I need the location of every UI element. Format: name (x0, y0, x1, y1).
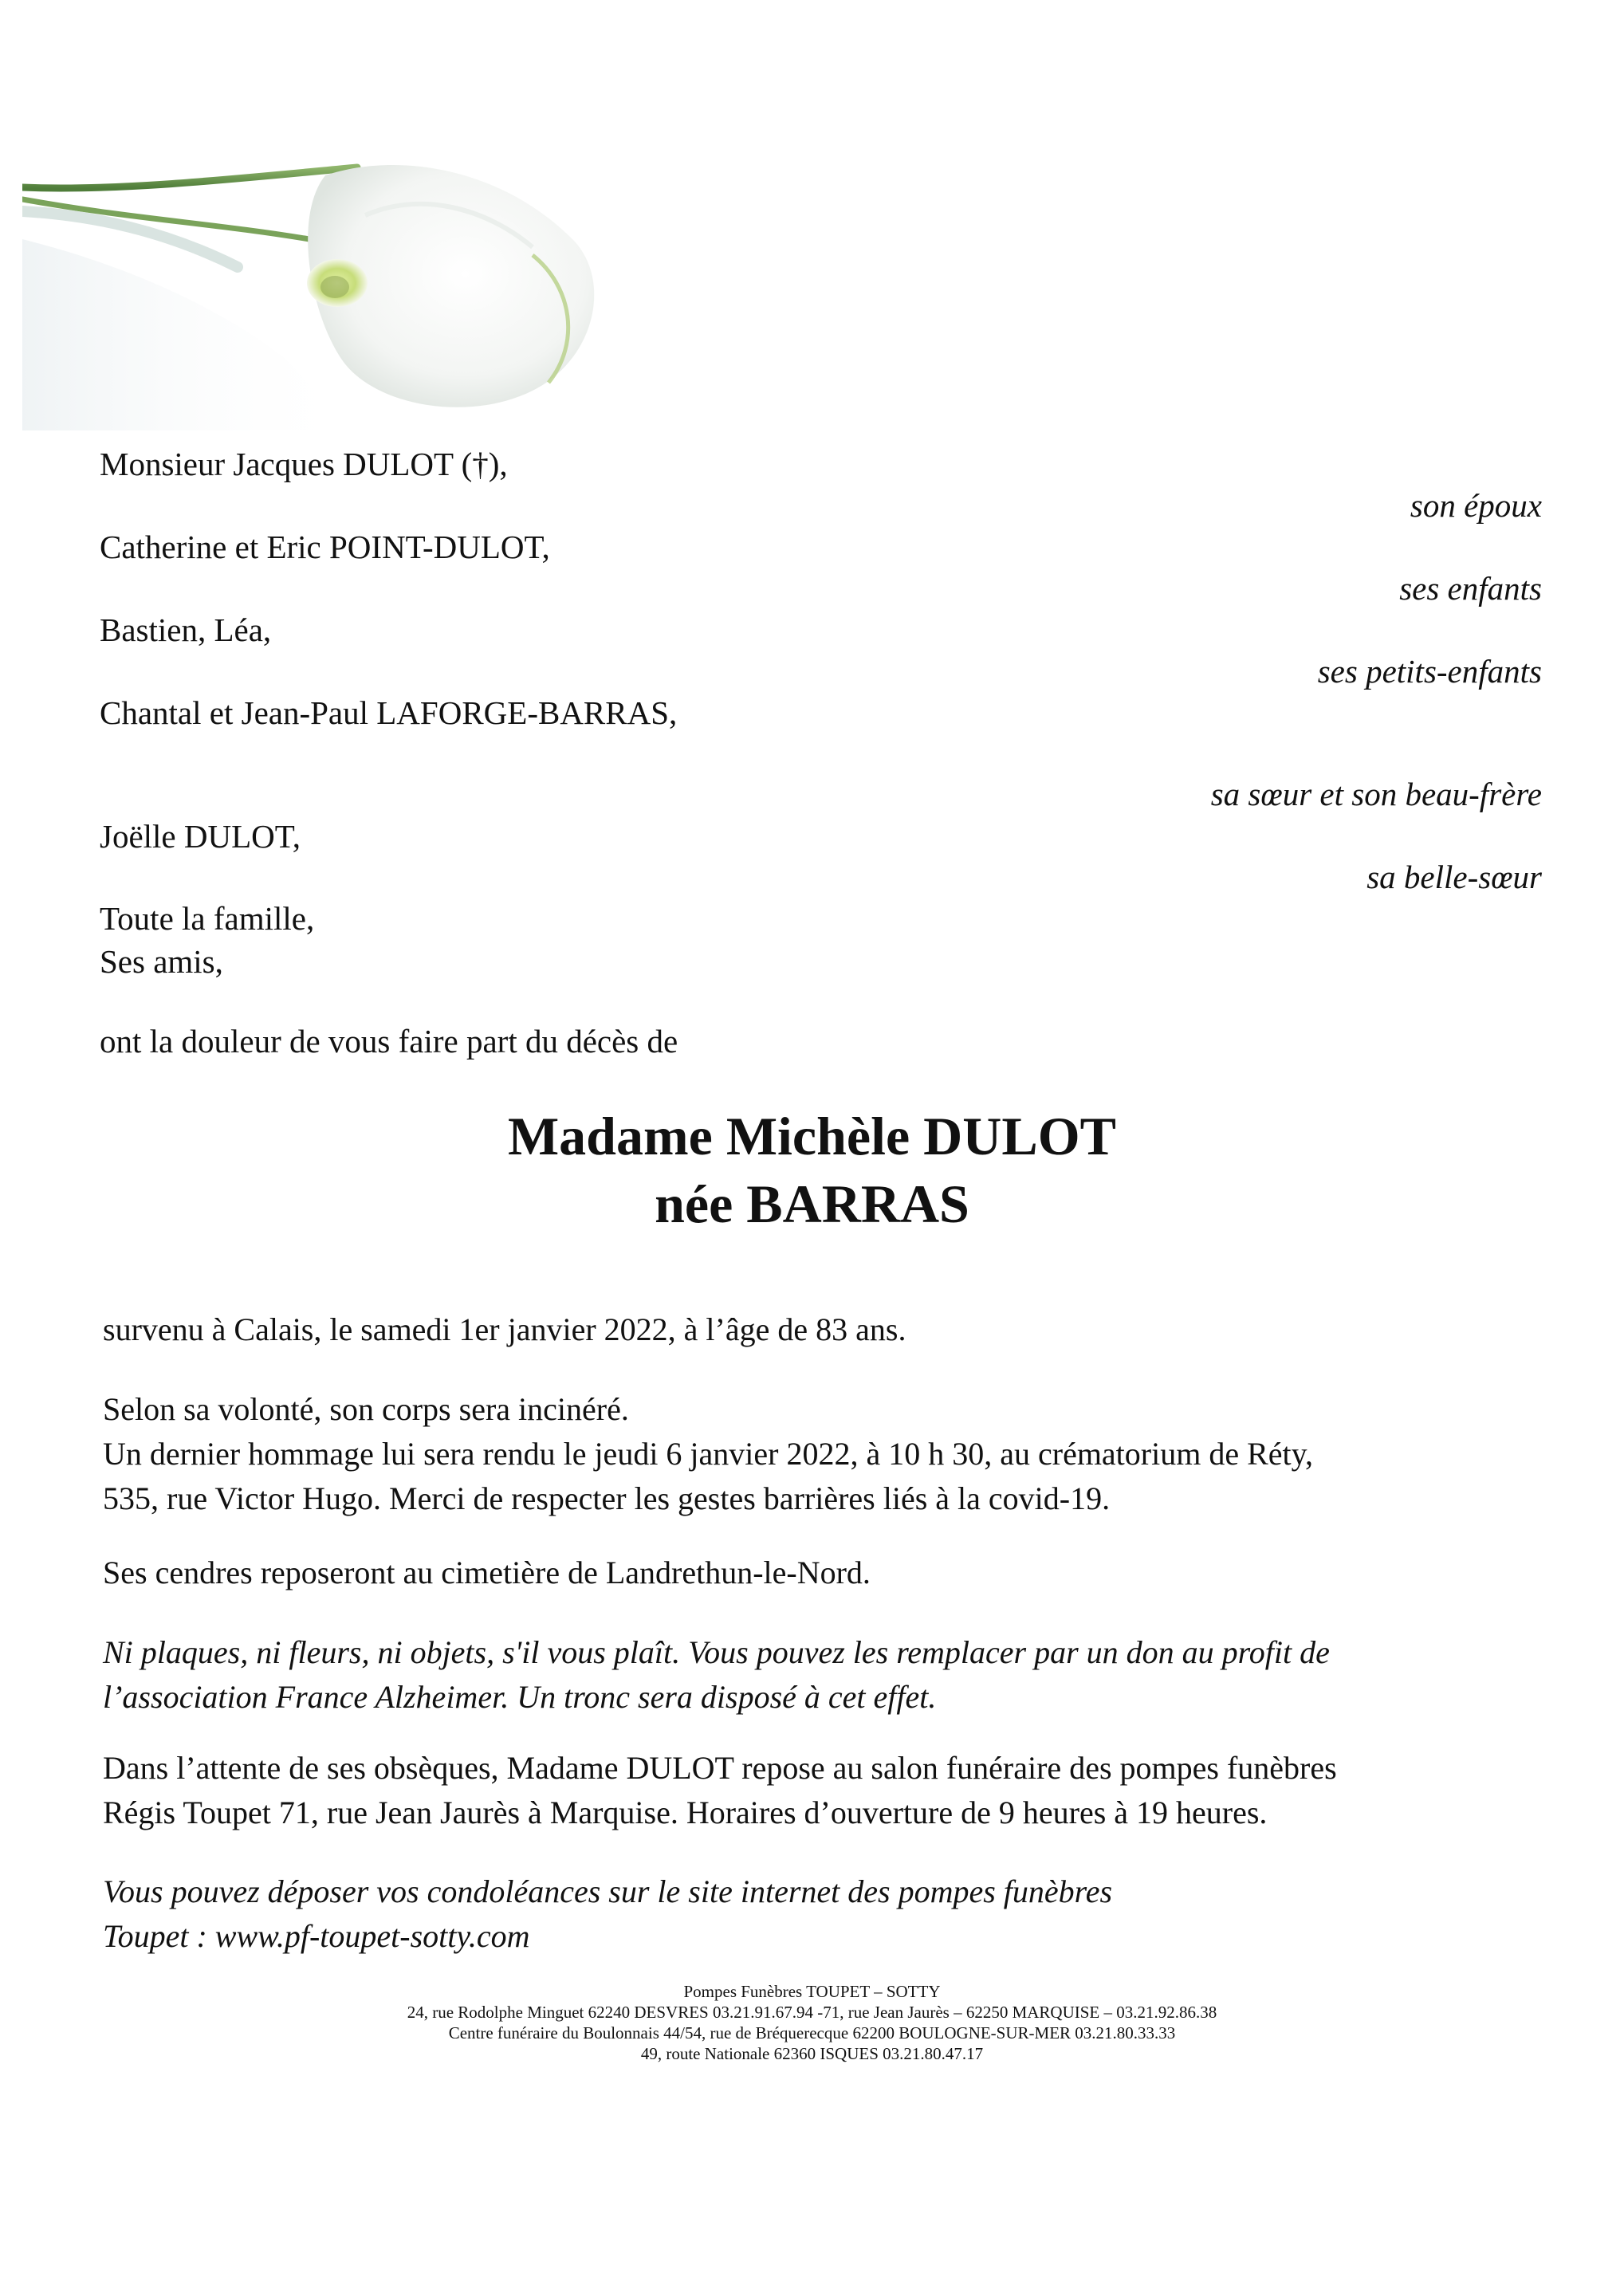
family-line-sister: Chantal et Jean-Paul LAFORGE-BARRAS, (100, 694, 678, 731)
ashes-paragraph (103, 1551, 871, 1595)
footer-company: Pompes Funèbres TOUPET – SOTTY (683, 1982, 941, 2001)
footer-address-line: 24, rue Rodolphe Minguet 62240 DESVRES 03.21.91.67.94 -71, rue Jean Jaurès – 62250 MARQUISE – 03.21.92.86.38 (407, 2003, 1217, 2022)
relation-sister: sa sœur et son beau-frère (1210, 776, 1542, 812)
footer-address-line: Centre funéraire du Boulonnais 44/54, rue de Bréquerecque 62200 BOULOGNE-SUR-MER 03.21.80.33.33 (448, 2023, 1176, 2042)
death-line: survenu à Calais, le samedi 1er janvier 2022, à l’âge de 83 ans. (103, 1311, 906, 1347)
family-line-grandchildren: Bastien, Léa, (100, 611, 272, 648)
flowers-line: l’association France Alzheimer. Un tronc sera disposé à cet effet. (103, 1679, 937, 1715)
family-line-friends: Ses amis, (100, 943, 223, 980)
flowers-line: Ni plaques, ni fleurs, ni objets, s'il vous plaît. Vous pouvez les remplacer par un don au profit de (103, 1634, 1330, 1670)
ashes-line: Ses cendres reposeront au cimetière de Landrethun-le-Nord. (103, 1555, 871, 1590)
relation-spouse: son époux (1410, 487, 1542, 524)
family-line-sister-in-law: Joëlle DULOT, (100, 818, 301, 855)
deceased-maiden-name: née BARRAS (655, 1174, 969, 1234)
ceremony-line: Un dernier hommage lui sera rendu le jeudi 6 janvier 2022, à 10 h 30, au crématorium de Réty, (103, 1436, 1314, 1472)
death-paragraph (103, 1307, 906, 1352)
salon-paragraph (103, 1746, 1337, 1835)
family-line-family: Toute la famille, (100, 900, 315, 937)
relation-grandchildren: ses petits-enfants (1317, 653, 1542, 690)
calla-lily-image (22, 120, 628, 438)
family-line-husband: Monsieur Jacques DULOT (†), (100, 446, 508, 482)
flowers-paragraph (103, 1630, 1330, 1720)
deceased-name: Madame Michèle DULOT (508, 1106, 1116, 1166)
funeral-home-footer (0, 1981, 1624, 2064)
family-line-children: Catherine et Eric POINT-DULOT, (100, 529, 550, 565)
condolences-line: Toupet : www.pf-toupet-sotty.com (103, 1918, 530, 1954)
ceremony-line: 535, rue Victor Hugo. Merci de respecter les gestes barrières liés à la covid-19. (103, 1480, 1111, 1516)
relation-children: ses enfants (1399, 570, 1542, 607)
relation-sister-in-law: sa belle-sœur (1366, 859, 1542, 895)
condolences-paragraph (103, 1869, 1112, 1959)
condolences-line: Vous pouvez déposer vos condoléances sur le site internet des pompes funèbres (103, 1873, 1113, 1909)
announcement-text: ont la douleur de vous faire part du décès de (100, 1023, 678, 1060)
ceremony-paragraph (103, 1387, 1313, 1521)
footer-address-line: 49, route Nationale 62360 ISQUES 03.21.80.47.17 (640, 2044, 984, 2063)
ceremony-line: Selon sa volonté, son corps sera incinéré. (103, 1391, 629, 1427)
salon-line: Dans l’attente de ses obsèques, Madame DULOT repose au salon funéraire des pompes funèbres (103, 1750, 1337, 1786)
salon-line: Régis Toupet 71, rue Jean Jaurès à Marquise. Horaires d’ouverture de 9 heures à 19 heures. (103, 1795, 1268, 1830)
